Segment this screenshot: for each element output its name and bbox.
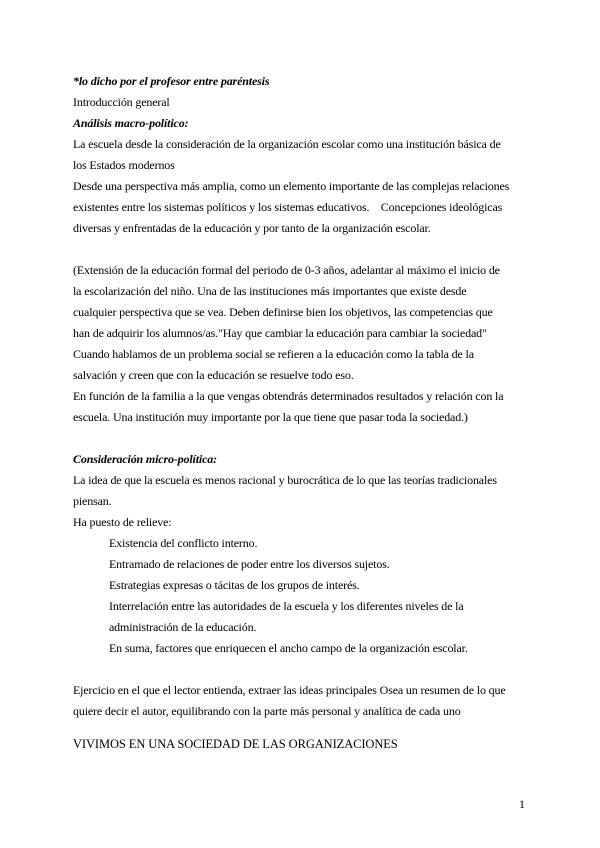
paragraph-line: escuela. Una institución muy importante por la que tiene que pasar toda la sociedad.)	[73, 410, 468, 424]
micro-heading: Consideración micro-política:	[73, 452, 217, 466]
list-item-continuation: administración de la educación.	[109, 620, 257, 634]
paragraph-line: La escuela desde la consideración de la organización escolar como una institución básica de	[73, 137, 501, 151]
paragraph-line: En función de la familia a la que vengas obtendrás determinados resultados y relación con la	[73, 389, 504, 403]
professor-note: *lo dicho por el profesor entre paréntesis	[73, 74, 270, 88]
relief-list	[109, 533, 527, 659]
paragraph-line: existentes entre los sistemas políticos y los sistemas educativos. Concepciones ideológicas	[73, 200, 503, 214]
paragraph-line: (Extensión de la educación formal del periodo de 0-3 años, adelantar al máximo el inicio de	[73, 263, 500, 277]
paragraph-line: cualquier perspectiva que se vea. Deben definirse bien los objetivos, las competencias que	[73, 305, 493, 319]
paragraph-line: diversas y enfrentadas de la educación y por tanto de la organización escolar.	[73, 221, 431, 235]
paragraph-line: La idea de que la escuela es menos racional y burocrática de lo que las teorías tradicionales	[73, 473, 497, 487]
paragraph-gap	[73, 659, 527, 680]
paragraph-gap	[73, 239, 527, 260]
list-item: Existencia del conflicto interno.	[109, 536, 258, 550]
paragraph-line: la escolarización del niño. Una de las instituciones más importantes que existe desde	[73, 284, 467, 298]
paragraph-gap	[73, 428, 527, 449]
document-body	[73, 71, 527, 755]
page-number: 1	[519, 797, 525, 811]
list-item: Entramado de relaciones de poder entre los diversos sujetos.	[109, 557, 390, 571]
paragraph-line: los Estados modernos	[73, 158, 175, 172]
paragraph-line: han de adquirir los alumnos/as."Hay que cambiar la educación para cambiar la sociedad"	[73, 326, 487, 340]
section-title: VIVIMOS EN UNA SOCIEDAD DE LAS ORGANIZACIONES	[73, 737, 398, 751]
list-item: En suma, factores que enriquecen el ancho campo de la organización escolar.	[109, 641, 468, 655]
list-item: Estrategias expresas o tácitas de los grupos de interés.	[109, 578, 360, 592]
paragraph-line: Cuando hablamos de un problema social se refieren a la educación como la tabla de la	[73, 347, 474, 361]
paragraph-line: piensan.	[73, 494, 112, 508]
exercise-line: quiere decir el autor, equilibrando con la parte más personal y analítica de cada uno	[73, 704, 461, 718]
exercise-line: Ejercicio en el que el lector entienda, extraer las ideas principales Osea un resumen de lo que	[73, 683, 506, 697]
list-item: Interrelación entre las autoridades de la escuela y los diferentes niveles de la	[109, 599, 464, 613]
relief-label: Ha puesto de relieve:	[73, 515, 172, 529]
intro-heading: Introducción general	[73, 95, 170, 109]
paragraph-line: Desde una perspectiva más amplia, como un elemento importante de las complejas relaciones	[73, 179, 510, 193]
paragraph-line: salvación y creen que con la educación se resuelve todo eso.	[73, 368, 354, 382]
macro-heading: Análisis macro-político:	[73, 116, 189, 130]
